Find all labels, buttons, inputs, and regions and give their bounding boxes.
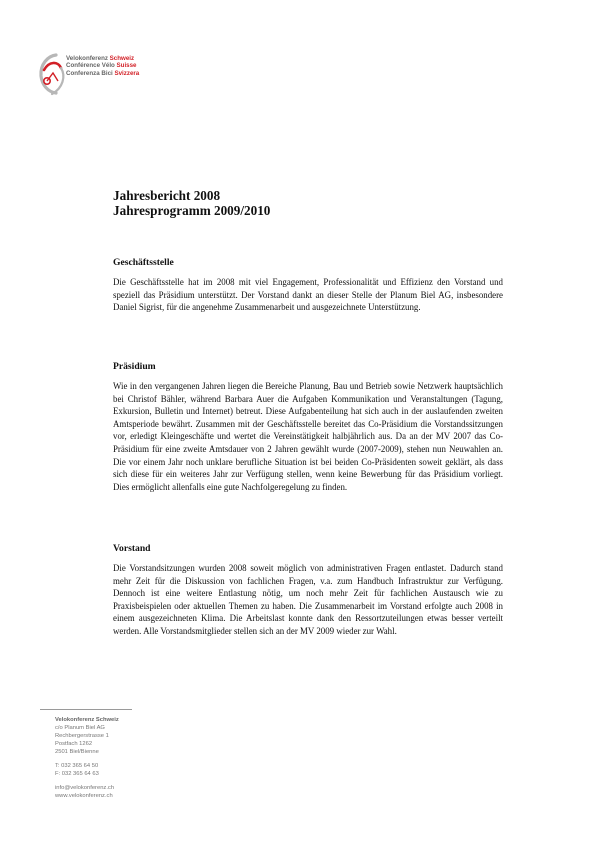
- footer-city: 2501 Biel/Bienne: [55, 749, 99, 755]
- logo-line-french: Conférence Vélo Suisse: [66, 62, 137, 70]
- section-praesidium: [113, 361, 503, 493]
- section-body: Die Geschäftsstelle hat im 2008 mit viel Engagement, Professionalität und Effizienz den Vorstand und speziell das Präsidium unterstützt. Der Vorstand dankt an dieser Stelle der Planum Biel AG, insbesondere Daniel Sigrist, für die angenehme Zusammenarbeit und ausgezeichnete Unterstützung.: [113, 277, 503, 313]
- section-vorstand: [113, 543, 503, 638]
- section-geschaeftsstelle: [113, 257, 503, 314]
- title-line-1: Jahresbericht 2008: [113, 188, 221, 203]
- footer-divider: [40, 709, 132, 710]
- section-heading: Geschäftsstelle: [113, 257, 174, 268]
- footer-email[interactable]: info@velokonferenz.ch: [55, 785, 115, 791]
- document-title: [113, 188, 270, 218]
- section-heading: Vorstand: [113, 543, 151, 554]
- footer-postbox: Postfach 1262: [55, 741, 93, 747]
- footer-care-of: c/o Planum Biel AG: [55, 725, 105, 731]
- footer-address: [55, 716, 119, 800]
- organization-logo: [36, 52, 176, 102]
- section-heading: Präsidium: [113, 361, 156, 372]
- section-body: Wie in den vergangenen Jahren liegen die Bereiche Planung, Bau und Betrieb sowie Netzwerk hauptsächlich bei Christof Bähler, während Barbara Auer die Aufgaben Kommunikation und Veranstaltungen (Tagung, Exkursion, Bulletin und Internet) betreut. Diese Aufgabenteilung hat sich auch in der auslaufenden zweiten Amtsperiode bewährt. Zusammen mit der Geschäftsstelle bereitet das Co-Präsidium die Vorstandssitzungen vor, erledigt Kleingeschäfte und wertet die Vereinstätigkeit halbjährlich aus. Da an der MV 2007 das Co-Präsidium für eine zweite Amtsdauer von 2 Jahren gewählt wurde (2007-2009), stehen nun Neuwahlen an. Die vor einem Jahr noch unklare berufliche Situation ist bei beiden Co-Präsidenten soweit geklärt, als dass sich diese für ein weiteres Jahr zur Verfügung stellen, wenn keine Bewerbung für das Präsidium vorliegt. Dies ermöglicht allenfalls eine gute Nachfolgeregelung zu finden.: [113, 381, 503, 492]
- section-body: Die Vorstandsitzungen wurden 2008 soweit möglich von administrativen Fragen entlastet. Dadurch stand mehr Zeit für die Diskussion von fachlichen Fragen, v.a. zum Handbuch Infrastruktur zur Verfügung. Dennoch ist eine weitere Entlastung nötig, um noch mehr Zeit für fachlichen Austausch wie zu Praxisbeispielen oder aktuellen Themen zu haben. Die Zusammenarbeit im Vorstand erfolgte auch 2008 in einem ausgezeichneten Klima. Die Arbeitslast konnte dank den Ressortzuteilungen etwas besser verteilt werden. Alle Vorstandsmitglieder stellen sich an der MV 2009 wieder zur Wahl.: [113, 563, 503, 636]
- footer-phone: T: 032 365 64 50: [55, 763, 99, 769]
- footer-street: Rechbergerstrasse 1: [55, 733, 109, 739]
- footer-website[interactable]: www.velokonferenz.ch: [55, 793, 113, 799]
- logo-line-german: Velokonferenz Schweiz: [66, 55, 135, 62]
- title-line-2: Jahresprogramm 2009/2010: [113, 203, 271, 218]
- footer-fax: F: 032 365 64 63: [55, 771, 99, 777]
- bicycle-logo-icon: [36, 52, 70, 100]
- logo-line-italian: Conferenza Bici Svizzera: [66, 69, 140, 77]
- footer-org: Velokonferenz Schweiz: [55, 717, 119, 723]
